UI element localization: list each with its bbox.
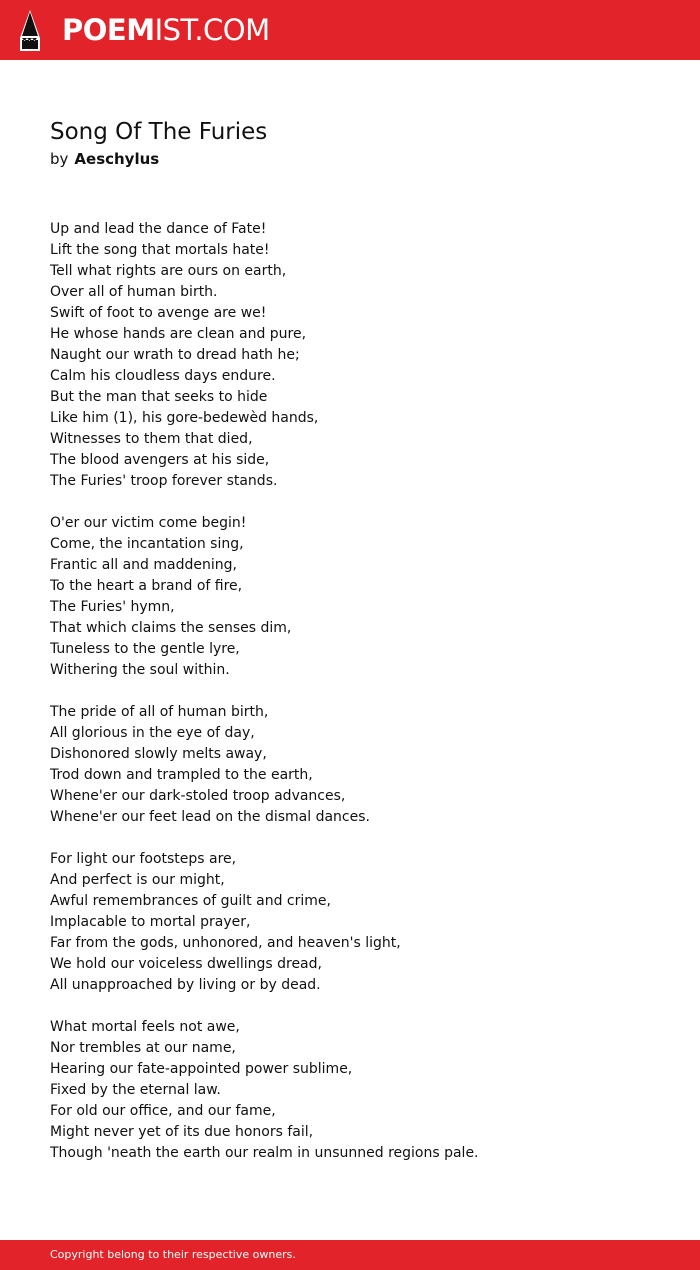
poem-line: Naught our wrath to dread hath he; <box>50 347 300 363</box>
poem-header <box>50 116 670 170</box>
poem-line: Might never yet of its due honors fail, <box>50 1124 314 1140</box>
stanza <box>50 702 670 828</box>
poem-line: Awful remembrances of guilt and crime, <box>50 893 331 909</box>
poem-line: Calm his cloudless days endure. <box>50 368 276 384</box>
stanza <box>50 1017 670 1164</box>
site-footer <box>0 1240 700 1270</box>
poem-line: All glorious in the eye of day, <box>50 725 255 741</box>
poem-line: For old our office, and our fame, <box>50 1103 276 1119</box>
poem-line: For light our footsteps are, <box>50 851 237 867</box>
stanza <box>50 849 670 996</box>
poem-line: But the man that seeks to hide <box>50 389 268 405</box>
poem-line: To the heart a brand of fire, <box>50 578 243 594</box>
poem-line: Implacable to mortal prayer, <box>50 914 251 930</box>
poem-line: Trod down and trampled to the earth, <box>50 767 313 783</box>
stanza <box>50 513 670 681</box>
poem-line: Withering the soul within. <box>50 662 230 678</box>
poem-line: What mortal feels not awe, <box>50 1019 240 1035</box>
poem-line: Tell what rights are ours on earth, <box>50 263 287 279</box>
poem-line: Witnesses to them that died, <box>50 431 253 447</box>
author-link[interactable]: Aeschylus <box>74 150 160 168</box>
poem-line: We hold our voiceless dwellings dread, <box>50 956 322 972</box>
poem-line: The pride of all of human birth, <box>50 704 269 720</box>
logo-light-text: IST.COM <box>154 13 270 47</box>
poem-line: Far from the gods, unhonored, and heaven's light, <box>50 935 401 951</box>
poem-line: Like him (1), his gore-bedewèd hands, <box>50 410 319 426</box>
site-logo[interactable] <box>62 13 270 47</box>
poem-line: Over all of human birth. <box>50 284 218 300</box>
poem-body <box>50 219 670 1185</box>
poem-title: Song Of The Furies <box>50 119 268 145</box>
poem-line: Lift the song that mortals hate! <box>50 242 270 258</box>
poem-line: All unapproached by living or by dead. <box>50 977 321 993</box>
poem-line: Hearing our fate-appointed power sublime, <box>50 1061 353 1077</box>
poem-line: Dishonored slowly melts away, <box>50 746 267 762</box>
by-label: by <box>50 150 69 168</box>
poem-line: O'er our victim come begin! <box>50 515 247 531</box>
poem-line: Frantic all and maddening, <box>50 557 237 573</box>
poem-line: Fixed by the eternal law. <box>50 1082 221 1098</box>
poem-line: The Furies' hymn, <box>50 599 175 615</box>
poem-line: Nor trembles at our name, <box>50 1040 236 1056</box>
poem-line: The Furies' troop forever stands. <box>50 473 278 489</box>
poem-line: Whene'er our dark-stoled troop advances, <box>50 788 346 804</box>
copyright-notice: Copyright belong to their respective owners. <box>50 1248 296 1261</box>
poem-line: That which claims the senses dim, <box>50 620 292 636</box>
site-header <box>0 0 700 60</box>
pencil-tip-icon[interactable] <box>18 10 42 51</box>
byline <box>50 148 670 170</box>
poem-line: Swift of foot to avenge are we! <box>50 305 267 321</box>
poem-line: And perfect is our might, <box>50 872 225 888</box>
poem-line: The blood avengers at his side, <box>50 452 270 468</box>
logo-bold-text: POEM <box>62 13 155 47</box>
poem-line: Up and lead the dance of Fate! <box>50 221 267 237</box>
poem-line: Whene'er our feet lead on the dismal dances. <box>50 809 370 825</box>
stanza <box>50 219 670 492</box>
poem-line: Though 'neath the earth our realm in unsunned regions pale. <box>50 1145 479 1161</box>
poem-line: Tuneless to the gentle lyre, <box>50 641 240 657</box>
poem-line: He whose hands are clean and pure, <box>50 326 307 342</box>
poem-line: Come, the incantation sing, <box>50 536 244 552</box>
